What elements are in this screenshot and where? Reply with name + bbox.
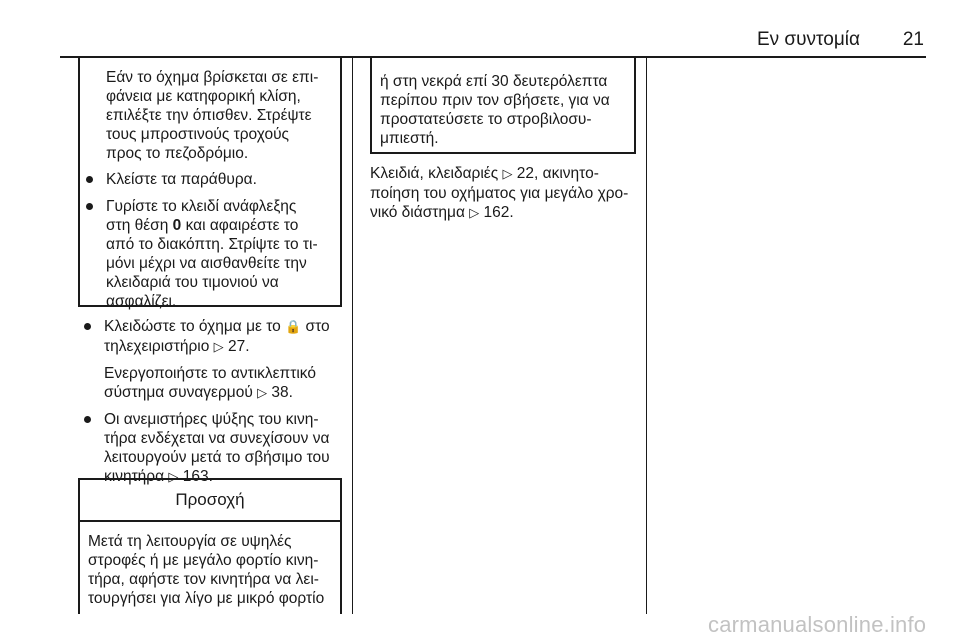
- text-line: μόνι μέχρι να αισθανθείτε την: [106, 255, 307, 272]
- reference-arrow-icon: ▷: [168, 470, 179, 485]
- sub-paragraph: [78, 364, 350, 403]
- continued-info-box: [78, 58, 342, 310]
- text-line: λειτουργούν μετά το σβήσιμο του: [104, 449, 330, 466]
- text-line: φάνεια με κατηφορική κλίση,: [106, 88, 301, 105]
- column-divider: [352, 58, 353, 614]
- text-line: Ενεργοποιήστε το αντικλεπτικό: [104, 365, 316, 382]
- reference-arrow-icon: ▷: [469, 206, 480, 221]
- list-item: [78, 410, 350, 487]
- text-line: τουργήσει για λίγο με μικρό φορτίο: [88, 590, 325, 607]
- text-line: ή στη νεκρά επί 30 δευτερόλεπτα: [380, 73, 608, 90]
- text-line: ποίηση του οχήματος για μεγάλο χρο-: [370, 185, 629, 202]
- reference-arrow-icon: ▷: [257, 386, 268, 401]
- text-line: Μετά τη λειτουργία σε υψηλές: [88, 533, 292, 550]
- text-line: περίπου πριν τον σβήσετε, για να: [380, 92, 610, 109]
- page-reference[interactable]: 38.: [267, 384, 293, 401]
- text-line: [106, 216, 336, 235]
- watermark: carmanualsonline.info: [708, 612, 927, 637]
- text-span: στο: [301, 318, 330, 335]
- ignition-position: 0: [172, 217, 182, 234]
- text-line: επιλέξτε την όπισθεν. Στρέψτε: [106, 107, 312, 124]
- text-line: κλειδαριά του τιμονιού να: [106, 274, 279, 291]
- text-line: Γυρίστε το κλειδί ανάφλεξης: [106, 198, 297, 215]
- text-line: τους μπροστινούς τροχούς: [106, 126, 290, 143]
- text-line: ασφαλίζει.: [106, 293, 177, 310]
- page-reference[interactable]: 163.: [178, 468, 213, 485]
- text-line: από το διακόπτη. Στρίψτε το τι-: [106, 236, 318, 253]
- reference-arrow-icon: ▷: [502, 167, 513, 182]
- page-header-title: Εν συντομία: [756, 29, 860, 50]
- page-number: 21: [902, 29, 924, 50]
- bullet-dot-icon: [86, 203, 93, 210]
- text-line: [104, 317, 350, 337]
- text-span: σύστημα συναγερμού: [104, 384, 258, 401]
- column-1-text: [78, 317, 350, 494]
- text-line: [370, 164, 642, 184]
- text-span: νικό διάστημα: [370, 204, 470, 221]
- warning-box: [78, 478, 342, 614]
- list-item: [80, 197, 336, 311]
- reference-arrow-icon: ▷: [213, 340, 224, 355]
- text-line: τήρα, αφήστε τον κινητήρα να λει-: [88, 571, 319, 588]
- bullet-dot-icon: [86, 176, 93, 183]
- text-span: στη θέση: [106, 217, 173, 234]
- bullet-dot-icon: [84, 416, 91, 423]
- page-reference[interactable]: 22, ακινητο-: [512, 165, 599, 182]
- text-line: [370, 203, 642, 223]
- text-span: και αφαιρέστε το: [181, 217, 299, 234]
- bullet-list: [80, 170, 336, 311]
- text-line: Οι ανεμιστήρες ψύξης του κινη-: [104, 411, 319, 428]
- text-line: προστατεύσετε το στροβιλοσυ-: [380, 111, 592, 128]
- list-item: [80, 170, 336, 189]
- lock-icon: 🔒: [285, 320, 302, 335]
- text-line: [104, 337, 350, 357]
- continued-warning-text: [380, 72, 630, 148]
- text-line: [104, 383, 350, 403]
- text-line: μπιεστή.: [380, 130, 439, 147]
- bullet-dot-icon: [84, 323, 91, 330]
- bullet-text: Κλείστε τα παράθυρα.: [106, 171, 257, 188]
- text-span: Κλειδιά, κλειδαριές: [370, 165, 503, 182]
- text-line: στροφές ή με μεγάλο φορτίο κινη-: [88, 552, 319, 569]
- warning-body: [80, 522, 340, 608]
- page-reference[interactable]: 162.: [479, 204, 514, 221]
- text-span: τηλεχειριστήριο: [104, 338, 214, 355]
- continued-warning-box: [370, 58, 636, 154]
- text-line: προς το πεζοδρόμιο.: [106, 145, 249, 162]
- text-line: τήρα ενδέχεται να συνεχίσουν να: [104, 430, 330, 447]
- warning-title: Προσοχή: [80, 480, 340, 522]
- page-reference[interactable]: 27.: [223, 338, 250, 355]
- text-span: Κλειδώστε το όχημα με το: [104, 318, 286, 335]
- continued-box-text: [106, 68, 338, 163]
- text-line: Εάν το όχημα βρίσκεται σε επι-: [106, 69, 319, 86]
- column-divider: [646, 58, 647, 614]
- column-2-text: [370, 164, 642, 223]
- list-item: [78, 317, 350, 357]
- text-span: κινητήρα: [104, 468, 169, 485]
